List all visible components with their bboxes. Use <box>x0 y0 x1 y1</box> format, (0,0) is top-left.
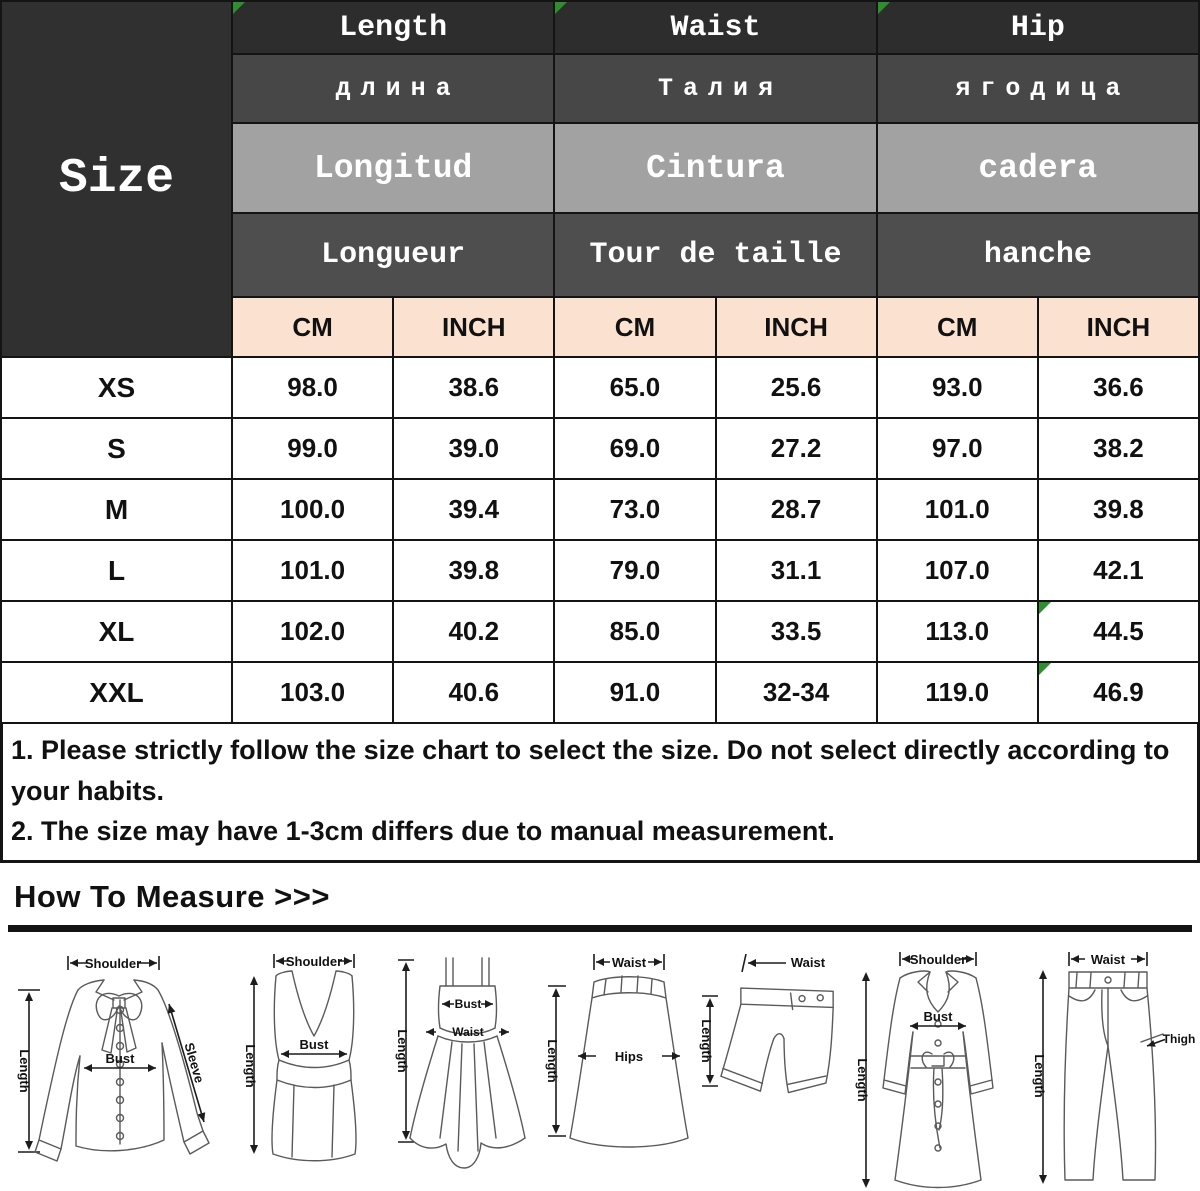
sleeve-measure-arrow <box>168 1004 207 1122</box>
header-hip <box>878 2 1198 53</box>
data-cell: 101.0 <box>233 541 392 600</box>
excel-flag-icon <box>233 2 245 14</box>
data-cell: 39.8 <box>394 541 553 600</box>
header-length <box>233 2 553 53</box>
shoulder-label: Shoulder <box>909 951 966 967</box>
header-waist-ru: Талия <box>555 55 875 122</box>
pants-sketch <box>1021 946 1196 1191</box>
data-cell: 65.0 <box>555 358 714 417</box>
data-cell: 73.0 <box>555 480 714 539</box>
data-cell: 27.2 <box>717 419 876 478</box>
length-measure-arrow <box>395 960 414 1142</box>
bust-label: Bust <box>299 1036 329 1052</box>
thigh-label: Thigh <box>1162 1031 1196 1046</box>
data-cell: 32-34 <box>717 663 876 722</box>
header-hip-fr: hanche <box>878 214 1198 296</box>
how-to-measure-title: How To Measure >>> <box>14 878 330 914</box>
coat-sketch <box>846 946 1021 1191</box>
shorts-sketch <box>690 946 845 1186</box>
size-cell: M <box>2 480 231 539</box>
data-cell: 31.1 <box>717 541 876 600</box>
size-cell: S <box>2 419 231 478</box>
header-length-label: Length <box>339 10 448 45</box>
excel-flag-icon <box>555 2 567 14</box>
header-hip-es: cadera <box>878 124 1198 212</box>
header-waist-fr: Tour de taille <box>555 214 875 296</box>
data-cell: 39.8 <box>1039 480 1198 539</box>
data-cell: 102.0 <box>233 602 392 661</box>
unit-cell-cm: CM <box>555 298 714 356</box>
length-measure-arrow <box>243 976 258 1154</box>
length-label: Length <box>699 1018 715 1063</box>
excel-flag-icon <box>878 2 890 14</box>
waist-measure-arrow <box>1069 952 1147 967</box>
data-cell: 38.6 <box>394 358 553 417</box>
hips-label: Hips <box>614 1048 644 1064</box>
blouse-sketch <box>4 946 234 1186</box>
length-label: Length <box>544 1038 560 1083</box>
size-corner-cell: Size <box>2 2 231 356</box>
bust-measure-arrow <box>442 997 493 1011</box>
excel-flag-icon <box>1039 663 1051 675</box>
note-line-1: 1. Please strictly follow the size chart to select the size. Do not select directly according to your habits. <box>11 735 1170 806</box>
data-cell: 98.0 <box>233 358 392 417</box>
data-cell: 119.0 <box>878 663 1037 722</box>
length-label: Length <box>243 1043 259 1088</box>
note-line-2: 2. The size may have 1-3cm differs due to manual measurement. <box>11 816 835 846</box>
data-cell-value: 44.5 <box>1093 616 1144 646</box>
data-cell: 42.1 <box>1039 541 1198 600</box>
unit-cell-inch: INCH <box>1039 298 1198 356</box>
header-length-fr: Longueur <box>233 214 553 296</box>
header-length-ru: длина <box>233 55 553 122</box>
data-cell: 91.0 <box>555 663 714 722</box>
shoulder-label: Shoulder <box>84 955 142 971</box>
shoulder-measure-arrow <box>900 952 976 967</box>
data-cell: 69.0 <box>555 419 714 478</box>
data-cell-value: 46.9 <box>1093 677 1144 707</box>
data-cell: 103.0 <box>233 663 392 722</box>
measurement-diagrams <box>0 932 1200 1191</box>
data-cell: 39.4 <box>394 480 553 539</box>
skirt-sketch <box>540 946 690 1186</box>
header-waist <box>555 2 875 53</box>
header-hip-ru: ягодица <box>878 55 1198 122</box>
data-cell: 38.2 <box>1039 419 1198 478</box>
header-length-es: Longitud <box>233 124 553 212</box>
data-cell: 93.0 <box>878 358 1037 417</box>
size-chart-notes <box>0 724 1200 863</box>
data-cell: 107.0 <box>878 541 1037 600</box>
divider-rule <box>8 925 1192 932</box>
length-measure-arrow <box>1032 970 1047 1184</box>
bust-measure-arrow <box>281 1037 347 1058</box>
hips-measure-arrow <box>578 1049 680 1064</box>
length-measure-arrow <box>545 986 566 1136</box>
waist-label: Waist <box>611 954 647 970</box>
data-cell: 33.5 <box>717 602 876 661</box>
unit-cell-cm: CM <box>878 298 1037 356</box>
length-measure-arrow <box>855 972 870 1188</box>
data-cell: 85.0 <box>555 602 714 661</box>
sleeve-label: Sleeve <box>181 1040 208 1085</box>
length-label: Length <box>394 1028 410 1073</box>
length-measure-arrow <box>699 996 718 1086</box>
shoulder-measure-arrow <box>274 954 354 969</box>
unit-cell-cm: CM <box>233 298 392 356</box>
shoulder-measure-arrow <box>68 956 159 971</box>
waist-measure-arrow <box>742 954 826 972</box>
header-waist-label: Waist <box>670 10 761 45</box>
data-cell: 101.0 <box>878 480 1037 539</box>
waist-measure-arrow <box>594 954 664 970</box>
size-cell: XL <box>2 602 231 661</box>
waist-label: Waist <box>451 1024 484 1039</box>
data-cell: 113.0 <box>878 602 1037 661</box>
bust-label: Bust <box>923 1008 953 1024</box>
data-cell <box>1039 602 1198 661</box>
slip-dress-sketch <box>390 946 540 1186</box>
length-label: Length <box>17 1048 32 1093</box>
waist-label: Waist <box>791 954 826 970</box>
tank-top-sketch <box>234 946 389 1186</box>
unit-cell-inch: INCH <box>717 298 876 356</box>
length-label: Length <box>854 1057 870 1102</box>
data-cell: 36.6 <box>1039 358 1198 417</box>
length-label: Length <box>1031 1053 1047 1098</box>
data-cell: 40.2 <box>394 602 553 661</box>
unit-cell-inch: INCH <box>394 298 553 356</box>
header-waist-es: Cintura <box>555 124 875 212</box>
header-hip-label: Hip <box>1010 10 1065 45</box>
data-cell <box>1039 663 1198 722</box>
waist-label: Waist <box>1090 951 1126 967</box>
bust-label: Bust <box>454 996 481 1011</box>
data-cell: 25.6 <box>717 358 876 417</box>
thigh-measure-arrow <box>1147 1032 1195 1047</box>
data-cell: 97.0 <box>878 419 1037 478</box>
data-cell: 28.7 <box>717 480 876 539</box>
data-cell: 79.0 <box>555 541 714 600</box>
data-cell: 99.0 <box>233 419 392 478</box>
excel-flag-icon <box>1039 602 1051 614</box>
data-cell: 100.0 <box>233 480 392 539</box>
length-measure-arrow <box>17 990 40 1152</box>
data-cell: 40.6 <box>394 663 553 722</box>
shoulder-label: Shoulder <box>286 953 343 969</box>
data-cell: 39.0 <box>394 419 553 478</box>
size-cell: XXL <box>2 663 231 722</box>
bust-label: Bust <box>105 1050 135 1066</box>
size-cell: XS <box>2 358 231 417</box>
size-cell: L <box>2 541 231 600</box>
